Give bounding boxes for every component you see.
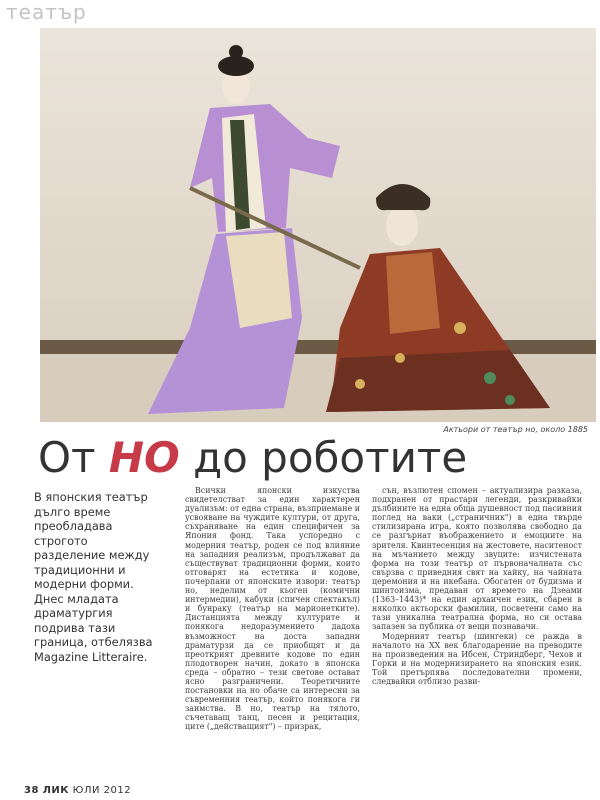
article-lead: В японския театър дълго време преобладава строгото разделение между традиционни и модерни форми. Днес младата драматургия подрива тази граница, отбелязва Magazine Litteraire. xyxy=(34,490,153,664)
issue-date: ЮЛИ 2012 xyxy=(72,785,132,796)
column2-paragraph: сън, възлютен спомен – актуализира разказа, подхранен от прастари легенди, разкривайки дълбините на една обща душевност под пасивния поглед на ваки („страничник") в една твърде стилизирана игра, която позволява свободно да се разгърнат въображението и емоциите на зрителя. Квинтесенция на жестовете, наситеност на мъчанието между звуците: изчистената форма на този театър от първоначалната със свързва с приведния свят на хайку, на чайната церемония и на икебана. Обогатен от будизма и шинтоизма, предаван от времето на Дзеами (1363–1443)* на един архаичен език, сбарен в няколко актьорски фамилии, посветени само на тази уникална театрална форма, но си остава запазен за публика от вещи познавачи. xyxy=(372,486,582,632)
section-label: театър xyxy=(6,0,87,24)
article-photo xyxy=(40,28,596,422)
article-column-2 xyxy=(372,486,582,786)
magazine-name: ЛИК xyxy=(42,785,69,796)
article-column-1 xyxy=(185,486,360,786)
page-footer xyxy=(24,785,131,796)
headline-highlight: НО xyxy=(108,433,180,482)
article-headline xyxy=(38,428,558,488)
column2-paragraph: Модерният театър (шингеки) се ражда в началото на XX век благодарение на преводите на произведения на Ибсен, Стриндберг, Чехов и Горки и на модернизирането на японския език. Той претърпява последователни промени, следвайки отблизо разви- xyxy=(372,631,582,686)
column1-paragraph: Всички японски изкуства свидетелстват за един характерен дуализъм: от една страна, възприемане и усвояване на чуждите култури, от друга, съхраняване на един специфичен за Япония фонд. Така успоредно с модерния театър, роден се под влияние на западния реализъм, продължават да съществуват традиционни форми, които отговарят на естетика и кодове, почерпани от японските извори: театър но, неделим от кьоген (комични интермедии), кабуки (спичен спектакъл) и бунраку (театър на марионетките). Дистанцията между културите и понякога недоразумението дадоха възможност на доста западни драматурзи да се приобщят и да преоткрият древните кодове по един плодотворен начин, докато в японска среда – обратно – тези светове остават ясно разграничени. Теоретичните постановки на но обаче са интересни за съвременния театър, който понякога ги заимства. В но, театър на тялото, съчетаващ танц, песен и рецитация, ците („действащият") – призрак, xyxy=(185,486,360,732)
headline-part1: От xyxy=(38,433,109,482)
headline-part2: до роботите xyxy=(179,433,468,482)
photo-illustration xyxy=(40,28,596,422)
photo-caption: Актьори от театър но, около 1885 xyxy=(443,425,588,434)
page-number: 38 xyxy=(24,785,39,796)
